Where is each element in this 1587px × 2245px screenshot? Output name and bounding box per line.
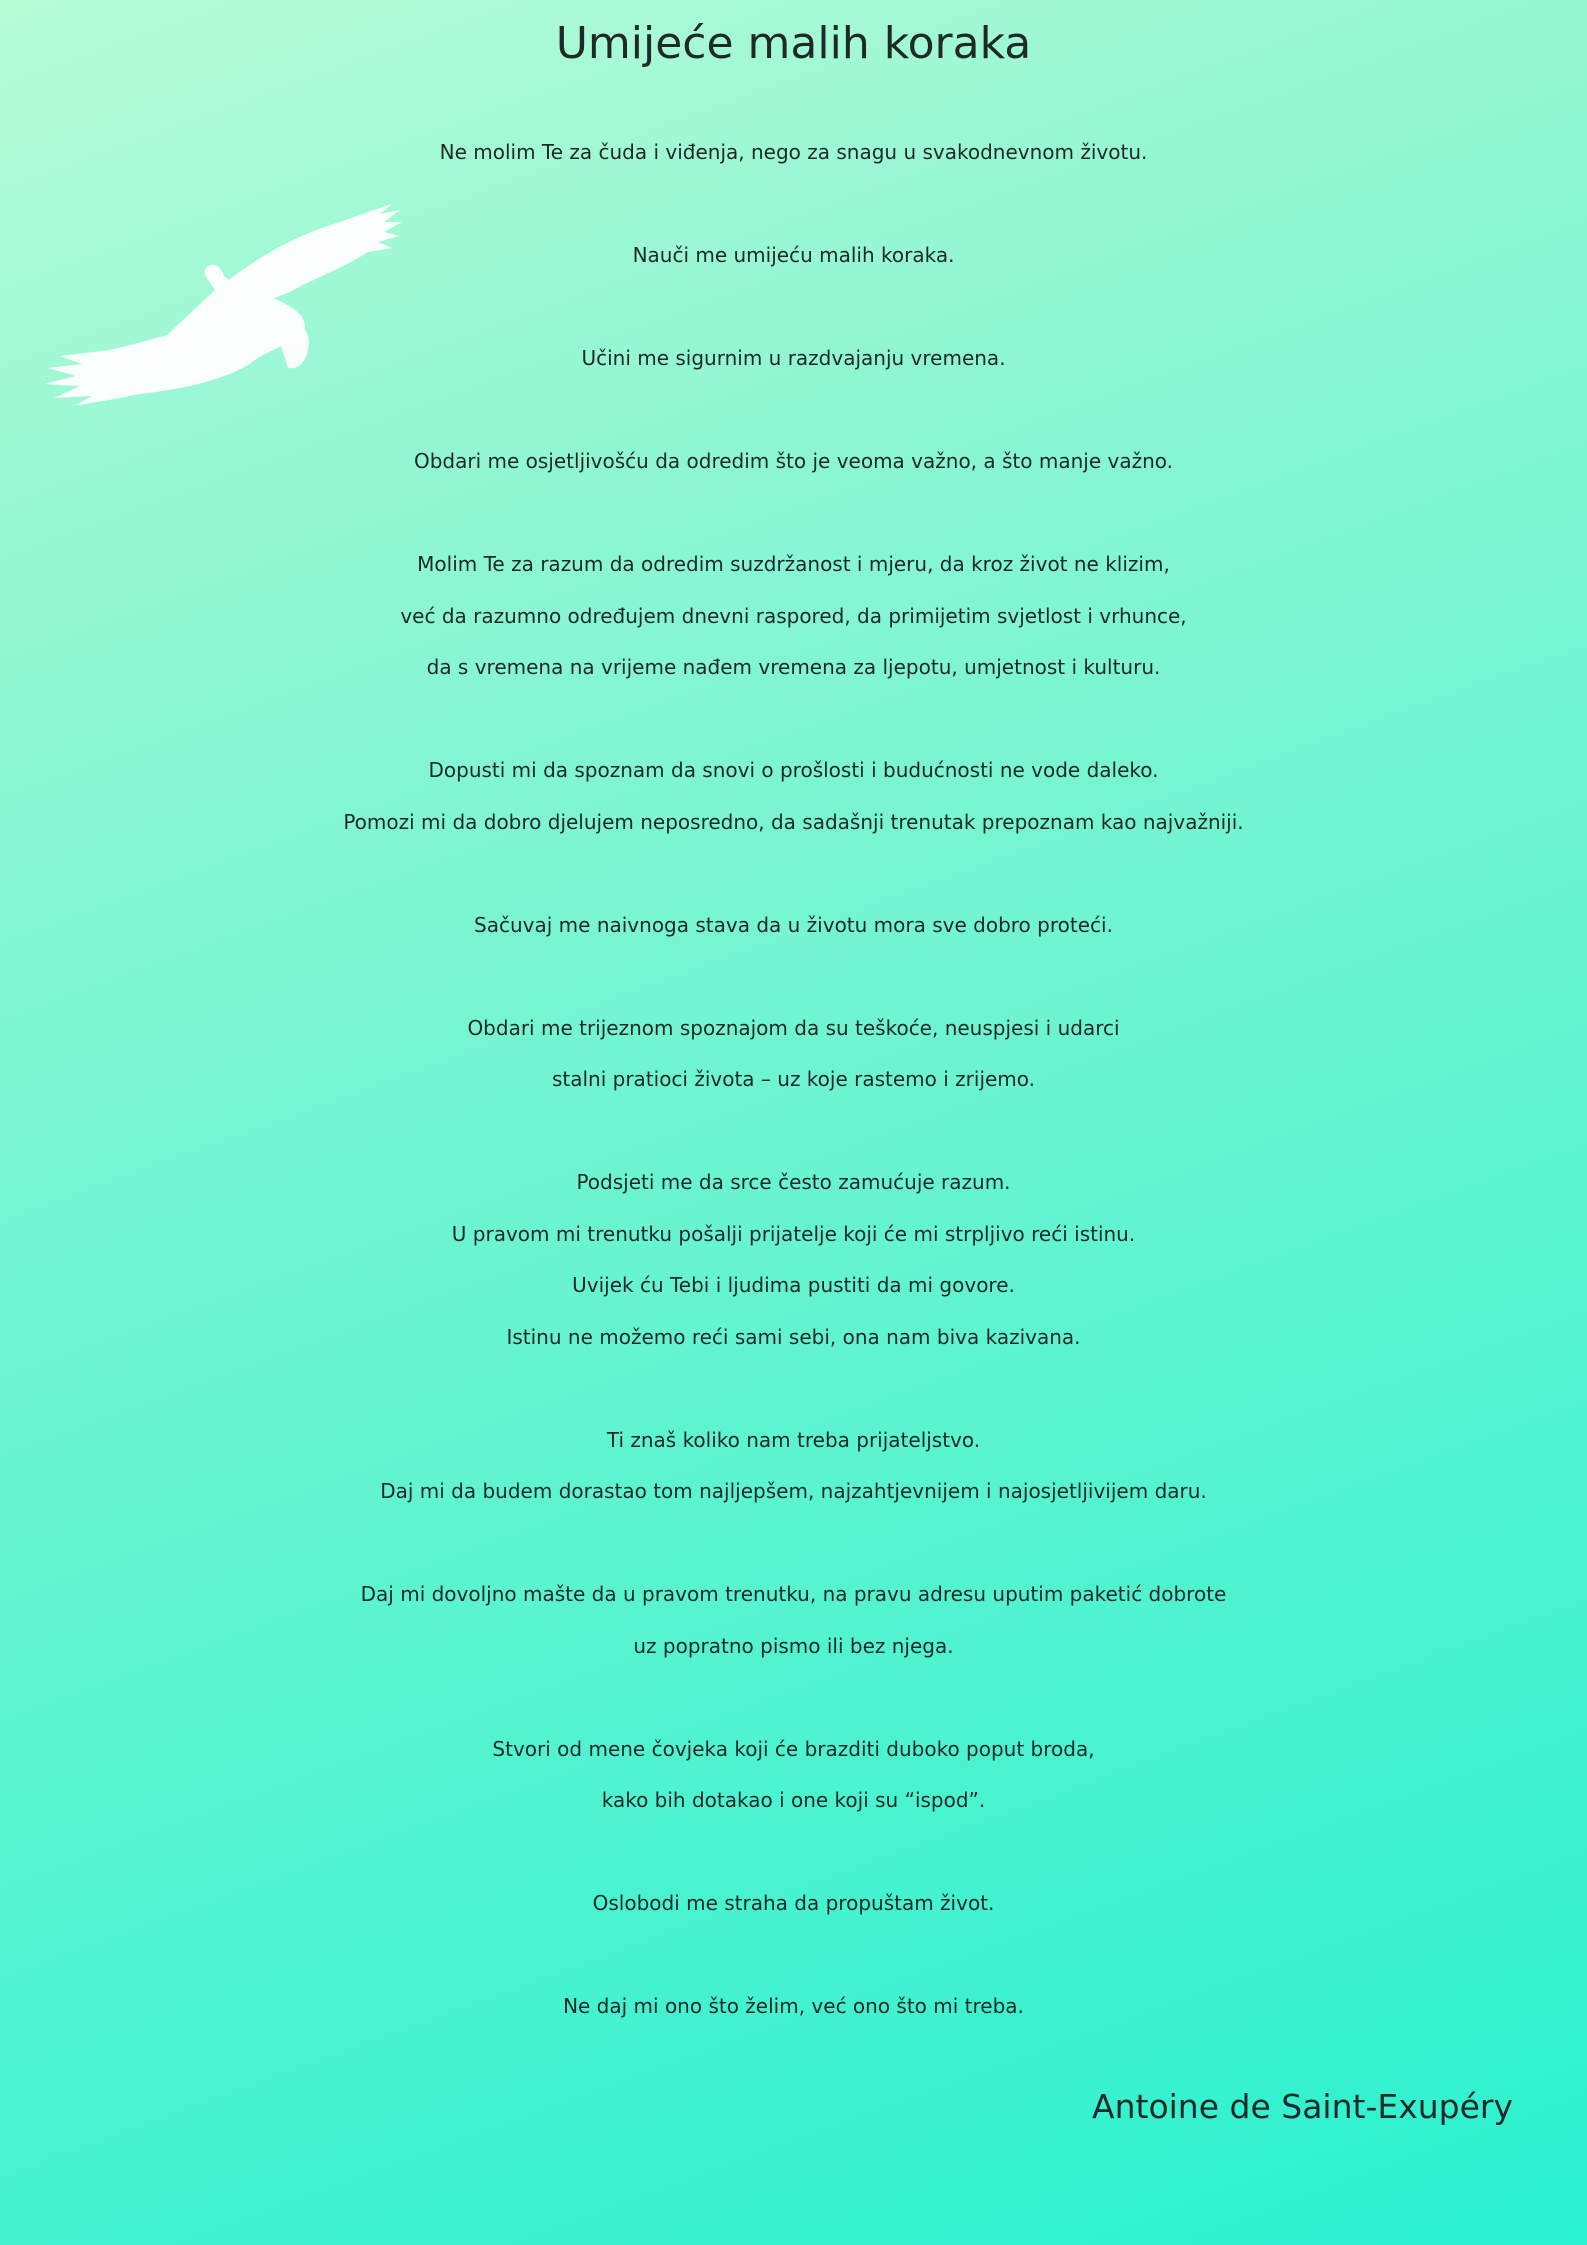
poem-line: Uvijek ću Tebi i ljudima pustiti da mi govore.	[572, 1273, 1015, 1297]
poem-line: uz popratno pismo ili bez njega.	[633, 1633, 954, 1658]
poem-line: U pravom mi trenutku pošalji prijatelje koji će mi strpljivo reći istinu.	[451, 1221, 1136, 1246]
stanza	[0, 539, 1587, 694]
stanza	[0, 745, 1587, 848]
poem-line: Obdari me trijeznom spoznajom da su teškoće, neuspjesi i udarci	[467, 1015, 1120, 1040]
poem-line: Molim Te za razum da odredim suzdržanost i mjeru, da kroz život ne klizim,	[417, 552, 1170, 576]
stanza	[0, 1981, 1587, 2033]
poem-line: već da razumno određujem dnevni raspored, da primijetim svjetlost i vrhunce,	[400, 603, 1187, 628]
poem-line: Nauči me umijeću malih koraka.	[632, 243, 955, 267]
poem-line: Istinu ne možemo reći sami sebi, ona nam biva kazivana.	[506, 1324, 1081, 1349]
poem-line: da s vremena na vrijeme nađem vremena za ljepotu, umjetnost i kulturu.	[426, 655, 1161, 679]
stanza	[0, 1003, 1587, 1106]
stanza	[0, 900, 1587, 952]
stanza	[0, 1569, 1587, 1672]
poem-author: Antoine de Saint-Exupéry	[1092, 2087, 1513, 2126]
stanza	[0, 230, 1587, 282]
stanza	[0, 1878, 1587, 1930]
poem-line: Ne molim Te za čuda i viđenja, nego za snagu u svakodnevnom životu.	[439, 140, 1148, 164]
stanza	[0, 1157, 1587, 1363]
poem-line: Sačuvaj me naivnoga stava da u životu mora sve dobro proteći.	[474, 912, 1113, 937]
stanza	[0, 1724, 1587, 1827]
poem-line: stalni pratioci života – uz koje rastemo i zrijemo.	[551, 1067, 1036, 1091]
poem-line: Podsjeti me da srce često zamućuje razum.	[576, 1170, 1011, 1194]
poem-line: Pomozi mi da dobro djelujem neposredno, da sadašnji trenutak prepoznam kao najvažniji.	[343, 809, 1244, 834]
stanza	[0, 333, 1587, 385]
poem-line: Daj mi da budem dorastao tom najljepšem, najzahtjevnijem i najosjetljivijem daru.	[380, 1479, 1207, 1503]
stanza	[0, 1415, 1587, 1518]
poem-body	[0, 127, 1587, 2084]
poem-line: Ti znaš koliko nam treba prijateljstvo.	[606, 1427, 981, 1452]
poem-line: kako bih dotakao i one koji su “ispod”.	[601, 1788, 986, 1812]
poem-line: Stvori od mene čovjeka koji će brazditi duboko poput broda,	[492, 1736, 1095, 1761]
stanza	[0, 127, 1587, 179]
stanza	[0, 436, 1587, 488]
poem-line: Obdari me osjetljivošću da odredim što je veoma važno, a što manje važno.	[413, 449, 1173, 473]
poem-line: Oslobodi me straha da propuštam život.	[592, 1891, 995, 1915]
poem-line: Daj mi dovoljno mašte da u pravom trenutku, na pravu adresu uputim paketić dobrote	[360, 1582, 1227, 1606]
poem-line: Ne daj mi ono što želim, već ono što mi treba.	[563, 1994, 1024, 2018]
poem-line: Učini me sigurnim u razdvajanju vremena.	[581, 346, 1006, 370]
poem-line: Dopusti mi da spoznam da snovi o prošlosti i budućnosti ne vode daleko.	[428, 758, 1159, 782]
poem-title: Umijeće malih koraka	[555, 18, 1032, 69]
